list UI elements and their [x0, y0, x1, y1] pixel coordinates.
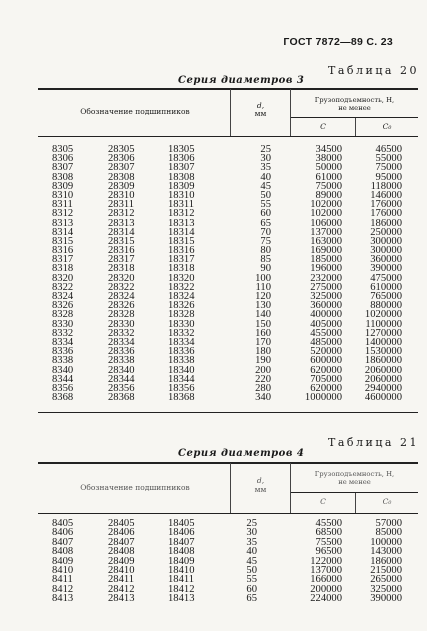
table-cell: 265000 [370, 574, 402, 586]
table-cell: 68500 [315, 527, 342, 539]
table-cell: 28316 [108, 245, 135, 257]
table-cell: 106000 [310, 217, 342, 229]
table-cell: 18332 [168, 327, 195, 339]
table-cell: 18326 [168, 300, 195, 312]
table-cell: 2060000 [364, 364, 402, 376]
table-cell: 360000 [310, 300, 342, 312]
table-cell: 232000 [310, 272, 342, 284]
table-cell: 1020000 [364, 309, 402, 321]
table-20-label: Таблица 20 [328, 64, 419, 77]
table-cell: 18311 [168, 199, 195, 211]
table-cell: 390000 [370, 263, 402, 275]
table-cell: 28320 [108, 272, 135, 284]
table-cell: 28406 [108, 527, 135, 539]
table-cell: 1270000 [364, 327, 402, 339]
table-21-col-d [240, 519, 257, 604]
table-cell: 8308 [52, 171, 74, 183]
table-cell: 176000 [370, 199, 402, 211]
table-cell: 28368 [108, 392, 135, 404]
table-cell: 28315 [108, 235, 135, 247]
table-cell: 28313 [108, 217, 135, 229]
table-cell: 85 [260, 254, 271, 266]
table-cell: 28309 [108, 180, 135, 192]
table-cell: 146000 [370, 189, 402, 201]
table-cell: 220 [255, 373, 271, 385]
table-cell: 28328 [108, 309, 135, 321]
table-cell: 18310 [168, 189, 195, 201]
table-cell: 40 [246, 546, 257, 558]
table-cell: 28344 [108, 373, 135, 385]
table-cell: 8315 [52, 235, 74, 247]
table-21-label: Таблица 21 [328, 436, 419, 449]
table-20-d-header: d, [256, 101, 265, 110]
table-cell: 8310 [52, 189, 74, 201]
table-cell: 705000 [310, 373, 342, 385]
table-cell: 8334 [52, 336, 74, 348]
table-cell: 35 [260, 162, 271, 174]
table-cell: 1100000 [365, 318, 402, 330]
table-cell: 8314 [52, 226, 74, 238]
table-cell: 8344 [52, 373, 74, 385]
table-cell: 405000 [310, 318, 342, 330]
table-cell: 18408 [168, 546, 195, 558]
table-21-capacity-subheader: не менее [338, 478, 371, 486]
table-cell: 75000 [375, 162, 402, 174]
table-cell: 18413 [168, 593, 195, 605]
table-cell: 40 [260, 171, 271, 183]
table-cell: 28338 [108, 355, 135, 367]
table-cell: 8326 [52, 300, 74, 312]
table-cell: 18409 [168, 555, 195, 567]
table-cell: 28411 [108, 574, 135, 586]
table-cell: 8328 [52, 309, 74, 321]
table-cell: 18368 [168, 392, 195, 404]
table-20-capacity-rule [291, 117, 418, 118]
table-20-top-rule [38, 88, 418, 90]
table-cell: 18344 [168, 373, 195, 385]
table-20-series-title: Серия диаметров 3 [178, 75, 305, 86]
table-cell: 75500 [315, 536, 342, 548]
table-cell: 61000 [315, 171, 342, 183]
table-cell: 325000 [370, 583, 402, 595]
table-cell: 89000 [315, 189, 342, 201]
table-20-C-header: C [320, 122, 326, 131]
table-cell: 18411 [168, 574, 195, 586]
table-cell: 8412 [52, 583, 74, 595]
table-cell: 55 [260, 199, 271, 211]
table-21-col-designation-2 [108, 519, 148, 604]
table-cell: 18334 [168, 336, 195, 348]
table-cell: 1530000 [364, 346, 402, 358]
table-cell: 280 [255, 382, 271, 394]
table-cell: 28318 [108, 263, 135, 275]
table-cell: 360000 [370, 254, 402, 266]
table-cell: 18320 [168, 272, 195, 284]
table-21-header-bottom-rule [38, 513, 418, 514]
table-cell: 75000 [315, 180, 342, 192]
table-cell: 186000 [370, 555, 402, 567]
table-21-col-designation-1 [52, 519, 92, 604]
table-cell: 140 [255, 309, 271, 321]
table-cell: 137000 [310, 564, 342, 576]
table-cell: 30 [246, 527, 257, 539]
table-20-col-designation-3 [168, 145, 208, 402]
table-cell: 8317 [52, 254, 74, 266]
table-cell: 8324 [52, 291, 74, 302]
table-cell: 28356 [108, 382, 135, 394]
table-cell: 18313 [168, 217, 195, 229]
table-cell: 18405 [168, 518, 195, 529]
table-cell: 1860000 [364, 355, 402, 367]
table-cell: 50 [260, 189, 271, 201]
table-cell: 122000 [310, 555, 342, 567]
table-21-designation-header: Обозначение подшипников [80, 483, 190, 492]
table-cell: 25 [246, 518, 257, 529]
table-cell: 57000 [375, 518, 402, 529]
table-cell: 45500 [315, 518, 342, 529]
table-cell: 880000 [370, 300, 402, 312]
table-cell: 18314 [168, 226, 195, 238]
table-cell: 2940000 [364, 382, 402, 394]
table-cell: 28330 [108, 318, 135, 330]
table-cell: 200000 [310, 583, 342, 595]
table-cell: 18306 [168, 153, 195, 165]
table-cell: 18324 [168, 291, 195, 302]
table-cell: 28410 [108, 564, 135, 576]
table-cell: 60 [260, 208, 271, 220]
table-cell: 8410 [52, 564, 74, 576]
table-cell: 85000 [375, 527, 402, 539]
table-cell: 8306 [52, 153, 74, 165]
table-cell: 18316 [168, 245, 195, 257]
table-cell: 18317 [168, 254, 195, 266]
table-20-col-designation-2 [108, 145, 148, 402]
table-cell: 18307 [168, 162, 195, 174]
table-cell: 8309 [52, 180, 74, 192]
table-cell: 185000 [310, 254, 342, 266]
table-cell: 90 [260, 263, 271, 275]
table-cell: 8356 [52, 382, 74, 394]
table-cell: 150 [255, 318, 271, 330]
table-cell: 18328 [168, 309, 195, 321]
table-cell: 169000 [310, 245, 342, 257]
table-20-d-unit: мм [254, 109, 267, 118]
table-cell: 28310 [108, 189, 135, 201]
table-cell: 18312 [168, 208, 195, 220]
table-21-capacity-header: Грузоподъемность, Н, [314, 470, 395, 478]
table-cell: 55000 [375, 153, 402, 165]
table-cell: 400000 [310, 309, 342, 321]
table-cell: 8332 [52, 327, 74, 339]
table-cell: 8311 [52, 199, 73, 211]
page-header: ГОСТ 7872—89 С. 23 [283, 36, 393, 48]
table-cell: 28322 [108, 281, 135, 293]
table-cell: 4600000 [364, 392, 402, 404]
table-cell: 50 [246, 564, 257, 576]
table-cell: 390000 [370, 593, 402, 605]
table-cell: 8413 [52, 593, 74, 605]
table-cell: 25 [260, 144, 271, 155]
table-cell: 18336 [168, 346, 195, 358]
table-cell: 170 [255, 336, 271, 348]
table-cell: 325000 [310, 291, 342, 302]
table-cell: 65 [246, 593, 257, 605]
table-cell: 28326 [108, 300, 135, 312]
table-20-col-C0 [352, 145, 402, 402]
table-cell: 160 [255, 327, 271, 339]
table-cell: 18318 [168, 263, 195, 275]
table-cell: 8312 [52, 208, 74, 220]
table-21-top-rule [38, 462, 418, 464]
table-cell: 8338 [52, 355, 74, 367]
table-21-capacity-rule [291, 492, 418, 493]
table-cell: 8307 [52, 162, 74, 174]
table-cell: 200 [255, 364, 271, 376]
table-cell: 610000 [370, 281, 402, 293]
table-cell: 28413 [108, 593, 135, 605]
table-cell: 45 [246, 555, 257, 567]
table-cell: 28409 [108, 555, 135, 567]
table-cell: 28412 [108, 583, 135, 595]
table-cell: 120 [255, 291, 271, 302]
table-cell: 8318 [52, 263, 74, 275]
table-cell: 8405 [52, 518, 74, 529]
table-cell: 100 [255, 272, 271, 284]
table-cell: 100000 [370, 536, 402, 548]
table-cell: 95000 [375, 171, 402, 183]
table-cell: 8407 [52, 536, 74, 548]
table-cell: 28307 [108, 162, 135, 174]
table-cell: 620000 [310, 382, 342, 394]
table-cell: 485000 [310, 336, 342, 348]
table-cell: 18410 [168, 564, 195, 576]
table-cell: 143000 [370, 546, 402, 558]
table-cell: 18412 [168, 583, 195, 595]
table-cell: 130 [255, 300, 271, 312]
table-cell: 55 [246, 574, 257, 586]
table-cell: 1000000 [304, 392, 342, 404]
table-cell: 28407 [108, 536, 135, 548]
table-cell: 300000 [370, 235, 402, 247]
table-cell: 163000 [310, 235, 342, 247]
table-cell: 102000 [310, 208, 342, 220]
table-21-series-title: Серия диаметров 4 [178, 448, 305, 459]
table-cell: 18330 [168, 318, 195, 330]
table-cell: 8409 [52, 555, 74, 567]
table-cell: 215000 [370, 564, 402, 576]
table-cell: 18338 [168, 355, 195, 367]
table-cell: 28332 [108, 327, 135, 339]
table-cell: 28405 [108, 518, 135, 529]
table-cell: 8406 [52, 527, 74, 539]
table-20-col-d [240, 145, 271, 402]
table-cell: 34500 [315, 144, 342, 155]
table-20-capacity-header: Грузоподъемность, Н, [314, 96, 395, 104]
table-cell: 110 [255, 281, 271, 293]
table-21-C-header: C [320, 497, 326, 506]
table-cell: 8313 [52, 217, 74, 229]
table-cell: 300000 [370, 245, 402, 257]
table-cell: 166000 [310, 574, 342, 586]
table-cell: 765000 [370, 291, 402, 302]
table-20-col-designation-1 [52, 145, 92, 402]
table-cell: 8320 [52, 272, 74, 284]
table-20-capacity-subheader: не менее [338, 104, 371, 112]
table-cell: 96500 [315, 546, 342, 558]
table-cell: 18406 [168, 527, 195, 539]
table-cell: 18305 [168, 144, 195, 155]
table-cell: 65 [260, 217, 271, 229]
table-20-col-C [297, 145, 342, 402]
table-cell: 70 [260, 226, 271, 238]
table-cell: 50000 [315, 162, 342, 174]
table-cell: 35 [246, 536, 257, 548]
table-cell: 600000 [310, 355, 342, 367]
table-cell: 18315 [168, 235, 195, 247]
table-cell: 28311 [108, 199, 135, 211]
table-cell: 190 [255, 355, 271, 367]
table-cell: 28334 [108, 336, 135, 348]
table-cell: 18340 [168, 364, 195, 376]
table-21-C0-header: C₀ [382, 497, 392, 506]
table-cell: 224000 [310, 593, 342, 605]
table-21-d-header: d, [256, 476, 265, 485]
table-20-bottom-rule [38, 412, 418, 413]
table-cell: 196000 [310, 263, 342, 275]
table-cell: 8305 [52, 144, 74, 155]
table-cell: 8368 [52, 392, 74, 404]
table-cell: 28324 [108, 291, 135, 302]
table-cell: 455000 [310, 327, 342, 339]
table-21-col-C0 [352, 519, 402, 604]
table-cell: 176000 [370, 208, 402, 220]
table-cell: 8336 [52, 346, 74, 358]
table-cell: 8340 [52, 364, 74, 376]
table-cell: 180 [255, 346, 271, 358]
table-cell: 28314 [108, 226, 135, 238]
table-21-col-designation-3 [168, 519, 208, 604]
table-cell: 28408 [108, 546, 135, 558]
table-cell: 75 [260, 235, 271, 247]
table-cell: 186000 [370, 217, 402, 229]
table-21-d-unit: мм [254, 485, 267, 494]
table-cell: 8411 [52, 574, 73, 586]
table-cell: 30 [260, 153, 271, 165]
table-cell: 28306 [108, 153, 135, 165]
table-20-header-bottom-rule [38, 136, 418, 137]
table-cell: 8316 [52, 245, 74, 257]
table-20-C0-header: C₀ [382, 122, 392, 131]
table-cell: 46500 [375, 144, 402, 155]
table-cell: 1400000 [364, 336, 402, 348]
table-cell: 275000 [310, 281, 342, 293]
table-cell: 118000 [370, 180, 402, 192]
table-cell: 28308 [108, 171, 135, 183]
table-cell: 250000 [370, 226, 402, 238]
table-cell: 8408 [52, 546, 74, 558]
table-cell: 520000 [310, 346, 342, 358]
table-cell: 475000 [370, 272, 402, 284]
table-cell: 60 [246, 583, 257, 595]
table-21-col-C [297, 519, 342, 604]
table-cell: 45 [260, 180, 271, 192]
table-cell: 340 [255, 392, 271, 404]
table-cell: 28340 [108, 364, 135, 376]
table-cell: 18322 [168, 281, 195, 293]
table-cell: 8322 [52, 281, 74, 293]
table-cell: 28312 [108, 208, 135, 220]
table-cell: 8330 [52, 318, 74, 330]
table-cell: 18309 [168, 180, 195, 192]
table-20-designation-header: Обозначение подшипников [80, 107, 190, 116]
table-cell: 28305 [108, 144, 135, 155]
table-cell: 18308 [168, 171, 195, 183]
table-cell: 18407 [168, 536, 195, 548]
table-cell: 620000 [310, 364, 342, 376]
table-cell: 28317 [108, 254, 135, 266]
table-cell: 2060000 [364, 373, 402, 385]
table-cell: 18356 [168, 382, 195, 394]
table-cell: 137000 [310, 226, 342, 238]
table-cell: 28336 [108, 346, 135, 358]
table-cell: 80 [260, 245, 271, 257]
table-cell: 102000 [310, 199, 342, 211]
table-cell: 38000 [315, 153, 342, 165]
